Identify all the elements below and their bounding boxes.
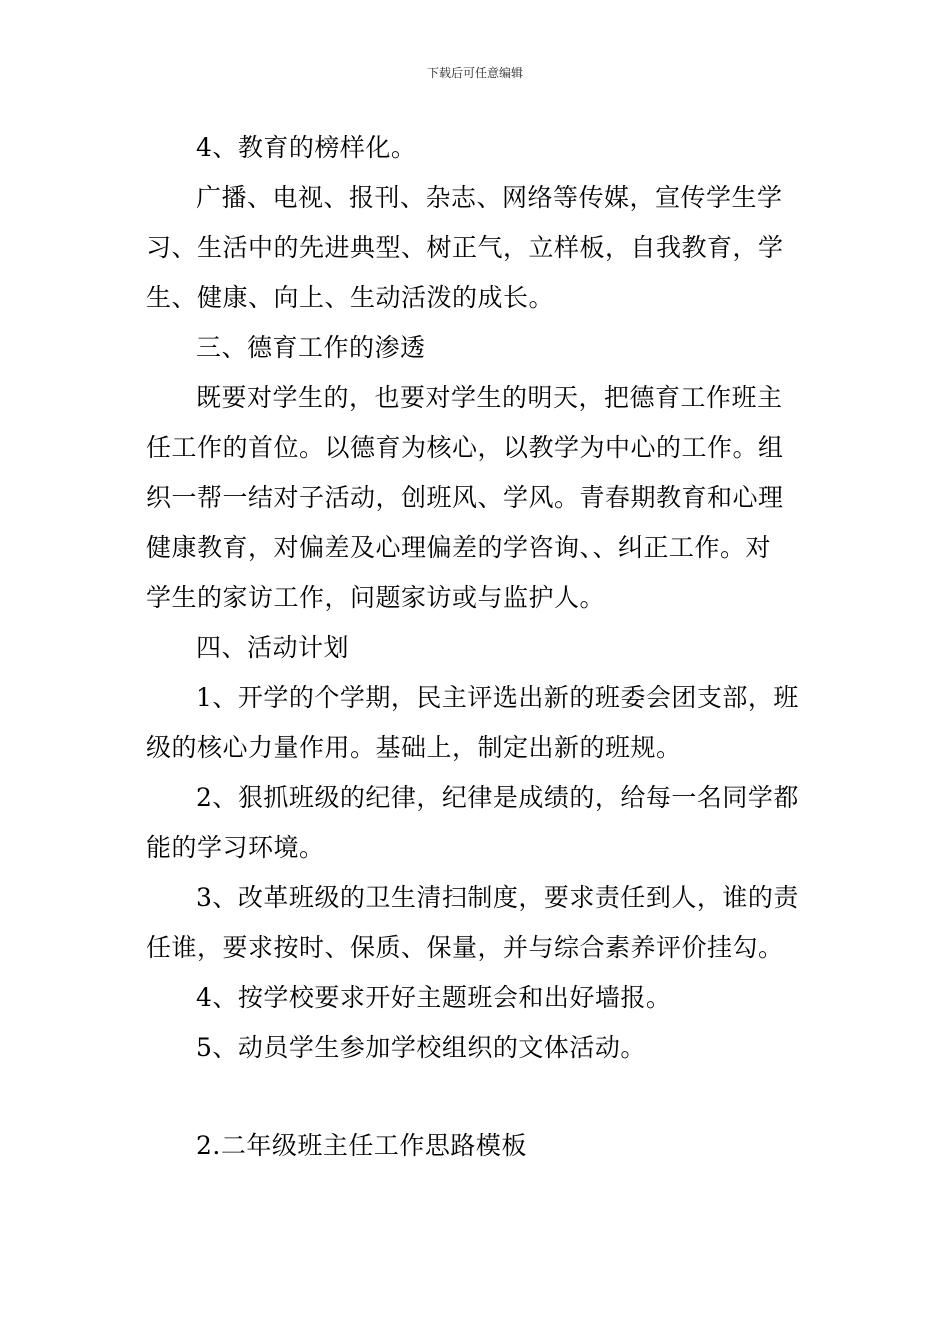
- section-heading: 四、活动计划: [196, 633, 350, 662]
- document-title: 2.二年级班主任工作思路模板: [196, 1131, 527, 1160]
- paragraph-line: 健康教育，对偏差及心理偏差的学咨询、、纠正工作。对: [146, 533, 772, 562]
- list-item-continued: 级的核心力量作用。基础上，制定出新的班规。: [146, 733, 682, 762]
- paragraph-line: 既要对学生的，也要对学生的明天，把德育工作班主: [196, 383, 783, 412]
- list-item: 2、狠抓班级的纪律，纪律是成绩的，给每一名同学都: [196, 783, 799, 812]
- section-heading: 三、德育工作的渗透: [196, 333, 426, 362]
- list-item-continued: 能的学习环境。: [146, 833, 325, 862]
- paragraph-line: 学生的家访工作，问题家访或与监护人。: [146, 583, 606, 612]
- list-item-continued: 任谁，要求按时、保质、保量，并与综合素养评价挂勾。: [146, 933, 784, 962]
- list-item: 5、动员学生参加学校组织的文体活动。: [196, 1033, 646, 1062]
- page-header-note: 下载后可任意编辑: [426, 66, 523, 80]
- paragraph-line: 生、健康、向上、生动活泼的成长。: [146, 283, 555, 312]
- paragraph-line: 织一帮一结对子活动，创班风、学风。青春期教育和心理: [146, 483, 784, 512]
- paragraph-line: 广播、电视、报刊、杂志、网络等传媒，宣传学生学: [196, 183, 783, 212]
- paragraph-line: 习、生活中的先进典型、树正气，立样板，自我教育，学: [146, 233, 784, 262]
- list-item-heading: 4、教育的榜样化。: [196, 133, 417, 162]
- list-item: 4、按学校要求开好主题班会和出好墙报。: [196, 983, 672, 1012]
- list-item: 3、改革班级的卫生清扫制度，要求责任到人，谁的责: [196, 883, 799, 912]
- list-item: 1、开学的个学期，民主评选出新的班委会团支部，班: [196, 683, 799, 712]
- paragraph-line: 任工作的首位。以德育为核心，以教学为中心的工作。组: [146, 433, 784, 462]
